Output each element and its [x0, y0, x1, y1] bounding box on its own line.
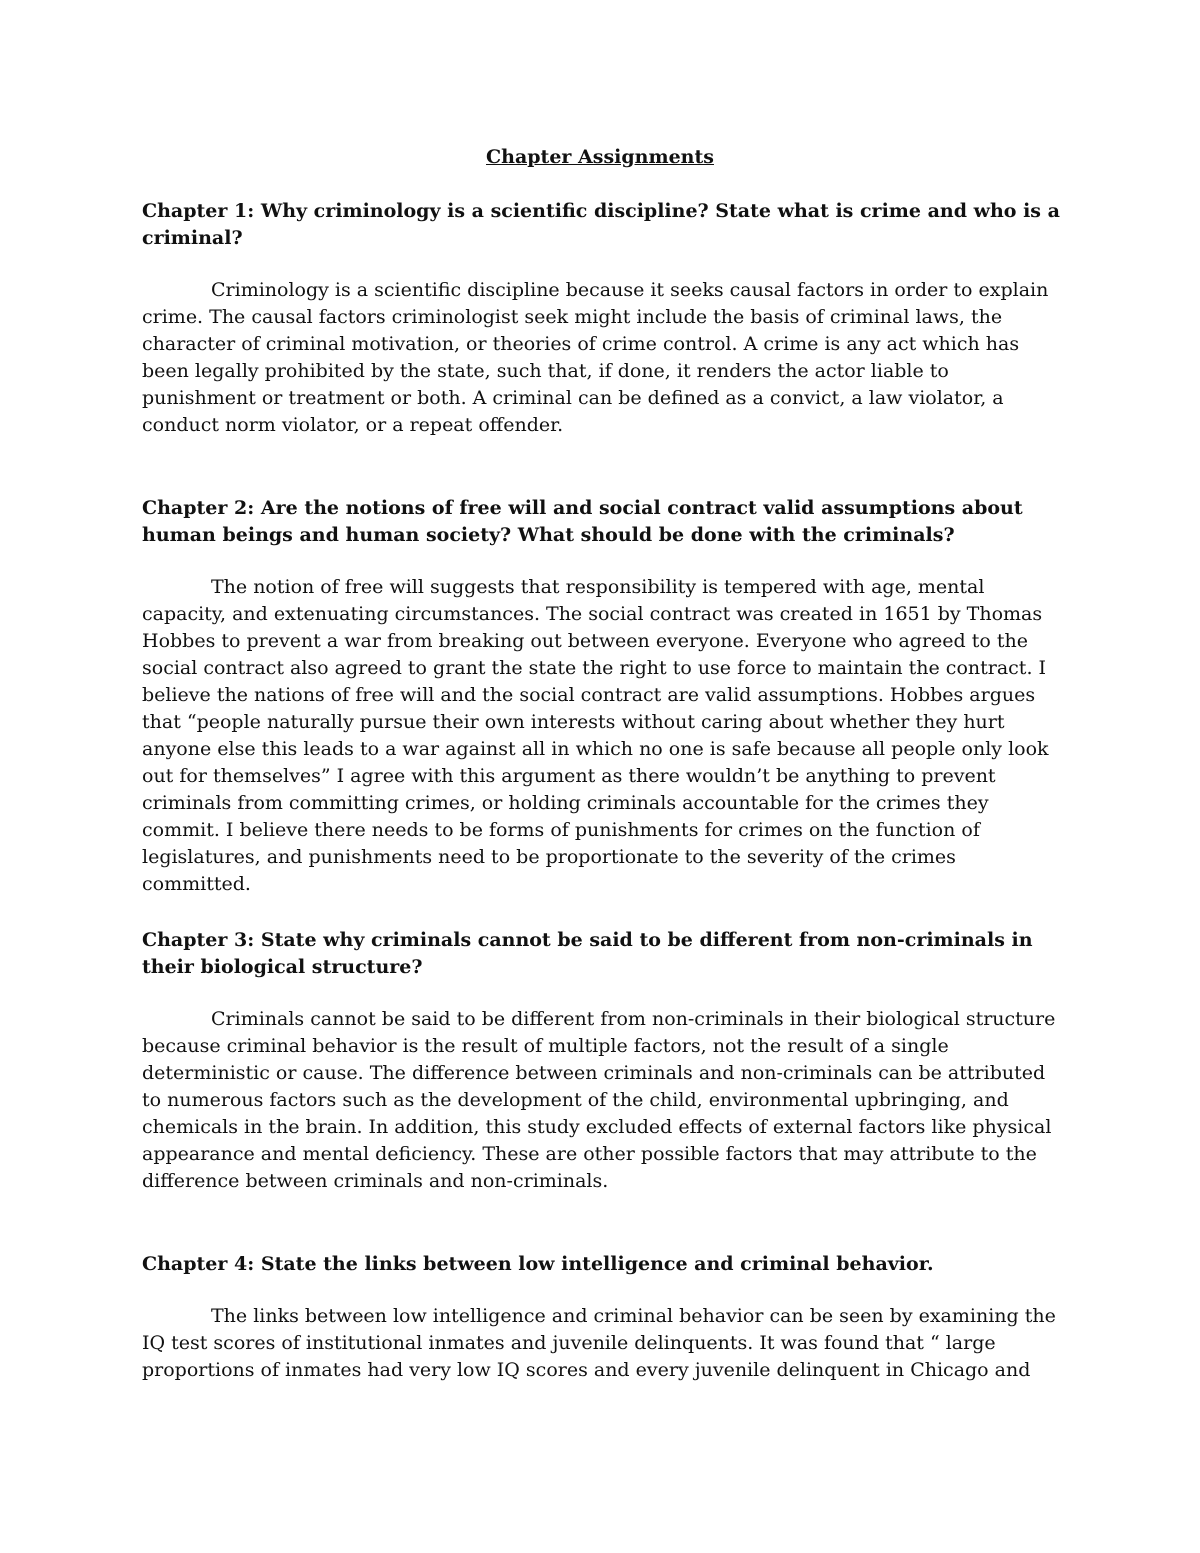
chapter-2-body: The notion of free will suggests that responsibility is tempered with age, mental capacity, and extenuating circumstances. The social contract was created in 1651 by Thomas Hobbes to prevent a war from breaking out between everyone. Everyone who agreed to the social contract also agreed to grant the state the right to use force to maintain the contract. I believe the nations of free will and the social contract are valid assumptions. Hobbes argues that “people naturally pursue their own interests without caring about whether they hurt anyone else this leads to a war against all in which no one is safe because all people only look out for themselves” I agree with this argument as there wouldn’t be anything to prevent criminals from committing crimes, or holding criminals accountable for the crimes they commit. I believe there needs to be forms of punishments for crimes on the function of legislatures, and punishments need to be proportionate to the severity of the crimes committed.	[142, 576, 1049, 895]
chapter-1-heading: Chapter 1: Why criminology is a scientific discipline? State what is crime and who is a criminal?	[142, 200, 1060, 249]
chapter-2-section	[142, 495, 1060, 898]
chapter-3-body: Criminals cannot be said to be different from non-criminals in their biological structure because criminal behavior is the result of multiple factors, not the result of a single deterministic or cause. The difference between criminals and non-criminals can be attributed to numerous factors such as the development of the child, environmental upbringing, and chemicals in the brain. In addition, this study excluded effects of external factors like physical appearance and mental deficiency. These are other possible factors that may attribute to the difference between criminals and non-criminals.	[142, 1008, 1056, 1192]
chapter-2-heading: Chapter 2: Are the notions of free will and social contract valid assumptions about human beings and human society? What should be done with the criminals?	[142, 497, 1023, 546]
chapter-4-section	[142, 1251, 1060, 1384]
chapter-1-body: Criminology is a scientific discipline because it seeks causal factors in order to explain crime. The causal factors criminologist seek might include the basis of criminal laws, the character of criminal motivation, or theories of crime control. A crime is any act which has been legally prohibited by the state, such that, if done, it renders the actor liable to punishment or treatment or both. A criminal can be defined as a convict, a law violator, a conduct norm violator, or a repeat offender.	[142, 279, 1049, 436]
chapter-1-section	[142, 198, 1060, 439]
document-title: Chapter Assignments	[486, 146, 714, 168]
chapter-3-heading: Chapter 3: State why criminals cannot be said to be different from non-criminals in their biological structure?	[142, 929, 1033, 978]
chapter-4-heading: Chapter 4: State the links between low intelligence and criminal behavior.	[142, 1253, 934, 1275]
chapter-3-section	[142, 927, 1060, 1195]
chapter-4-body: The links between low intelligence and criminal behavior can be seen by examining the IQ test scores of institutional inmates and juvenile delinquents. It was found that “ large proportions of inmates had very low IQ scores and every juvenile delinquent in Chicago and	[142, 1305, 1056, 1381]
